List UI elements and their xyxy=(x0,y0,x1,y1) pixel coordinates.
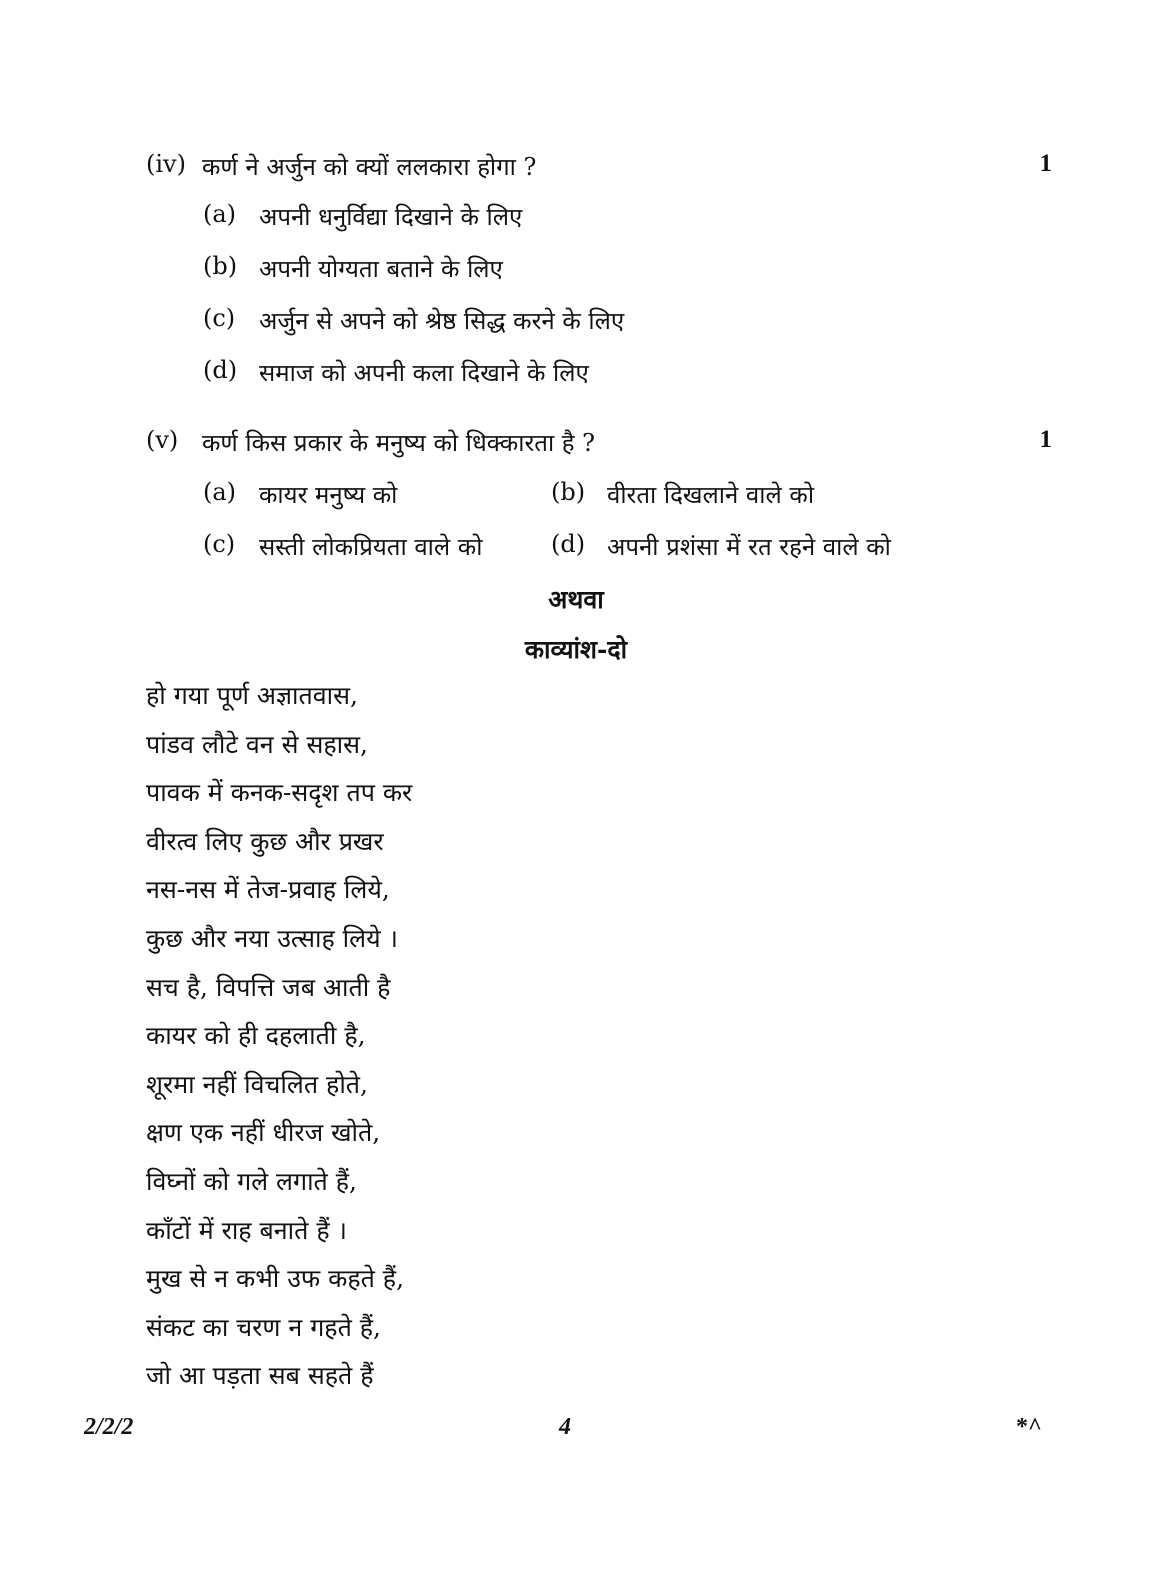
option-label: (c) xyxy=(203,530,236,558)
or-separator: अथवा xyxy=(548,585,604,614)
page-number: 4 xyxy=(559,1414,571,1440)
option-label: (a) xyxy=(203,200,237,228)
poem-line: पावक में कनक-सदृश तप कर xyxy=(146,778,413,808)
option-text: अपनी योग्यता बताने के लिए xyxy=(259,255,503,283)
question-marks: 1 xyxy=(1039,426,1052,453)
option-text: अपनी प्रशंसा में रत रहने वाले को xyxy=(607,533,891,561)
poem-line: मुख से न कभी उफ कहते हैं, xyxy=(146,1264,405,1294)
poem-line: काँटों में राह बनाते हैं । xyxy=(146,1215,348,1245)
poem-line: पांडव लौटे वन से सहास, xyxy=(146,729,368,759)
option-label: (a) xyxy=(203,478,237,506)
poem-line: क्षण एक नहीं धीरज खोते, xyxy=(146,1118,381,1148)
option-label: (b) xyxy=(551,478,586,506)
question-iv xyxy=(146,150,1052,190)
section-title: काव्यांश-दो xyxy=(524,635,628,664)
question-number: (iv) xyxy=(146,150,186,178)
option-label: (d) xyxy=(551,530,586,558)
poem-line: विघ्नों को गले लगाते हैं, xyxy=(146,1166,357,1196)
question-text: कर्ण किस प्रकार के मनुष्य को धिक्कारता है ? xyxy=(202,429,596,457)
poem-block xyxy=(146,676,412,1405)
paper-code: 2/2/2 xyxy=(84,1414,134,1440)
option-text: सस्ती लोकप्रियता वाले को xyxy=(259,533,483,561)
option-label: (b) xyxy=(203,252,238,280)
option-text: अर्जुन से अपने को श्रेष्ठ सिद्ध करने के लिए xyxy=(259,307,625,335)
poem-line: सच है, विपत्ति जब आती है xyxy=(146,972,391,1002)
poem-line: शूरमा नहीं विचलित होते, xyxy=(146,1069,368,1099)
option-label: (d) xyxy=(203,356,238,384)
footer-mark: *^ xyxy=(1016,1414,1042,1440)
question-marks: 1 xyxy=(1039,150,1052,177)
question-number: (v) xyxy=(146,426,179,454)
question-v xyxy=(146,426,1052,466)
option-text: समाज को अपनी कला दिखाने के लिए xyxy=(259,359,589,387)
poem-line: कायर को ही दहलाती है, xyxy=(146,1021,366,1051)
poem-line: वीरत्व लिए कुछ और प्रखर xyxy=(146,826,384,856)
option-text: कायर मनुष्य को xyxy=(259,481,398,509)
poem-line: कुछ और नया उत्साह लिये । xyxy=(146,923,399,953)
poem-line: संकट का चरण न गहते हैं, xyxy=(146,1312,381,1342)
option-text: अपनी धनुर्विद्या दिखाने के लिए xyxy=(259,203,523,231)
option-text: वीरता दिखलाने वाले को xyxy=(607,481,815,509)
poem-line: नस-नस में तेज-प्रवाह लिये, xyxy=(146,875,390,905)
option-label: (c) xyxy=(203,304,236,332)
poem-line: हो गया पूर्ण अज्ञातवास, xyxy=(146,681,358,710)
question-text: कर्ण ने अर्जुन को क्यों ललकारा होगा ? xyxy=(202,153,537,181)
poem-line: जो आ पड़ता सब सहते हैं xyxy=(146,1361,374,1391)
